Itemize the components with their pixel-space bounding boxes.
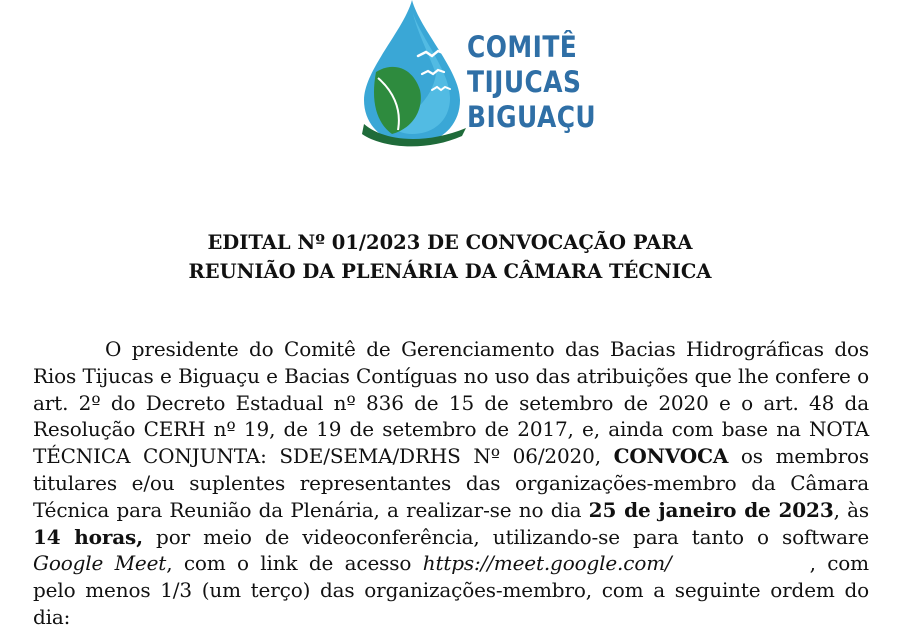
body-part-6: , com pelo menos 1/3 (um terço) das organizações-membro, com a seguinte ordem do dia: <box>33 551 869 629</box>
committee-logo <box>362 0 622 150</box>
software-name: Google Meet <box>33 551 167 576</box>
logo-line-2: TIJUCAS <box>467 65 582 99</box>
body-part-1: O presidente do Comitê de Gerenciamento das Bacias Hidrográficas dos Rios Tijucas e Biguaçu e Bacias Contíguas no uso das atribuições que lhe confere o art. 2º do Decreto Estadual nº 836 de 15 de setembro de 2020 e o art. 48 da Resolução CERH nº 19, de 19 de setembro de 2017, e, ainda com base na NOTA TÉCNICA CONJUNTA: SDE/SEMA/DRHS Nº 06/2020, <box>33 337 869 469</box>
title-line-2: REUNIÃO DA PLENÁRIA DA CÂMARA TÉCNICA <box>188 260 712 283</box>
logo-wordmark <box>467 30 596 135</box>
convocation-paragraph <box>33 336 869 631</box>
body-part-4: por meio de videoconferência, utilizando-se para tanto o software <box>142 524 870 549</box>
body-part-3: , às <box>833 497 869 522</box>
body-part-2: os membros titulares e/ou suplentes representantes das organizações-membro da Câmara Técnica para Reunião da Plenária, a realizar-se no dia <box>33 444 869 522</box>
water-drop-logo-icon <box>362 0 472 150</box>
document-title <box>0 228 900 286</box>
meeting-link[interactable]: https://meet.google.com/ <box>422 551 672 576</box>
meeting-date: 25 de janeiro de 2023 <box>588 497 834 522</box>
convoca-emphasis: CONVOCA <box>613 444 729 469</box>
logo-line-1: COMITÊ <box>467 30 578 64</box>
meeting-time: 14 horas, <box>33 524 143 549</box>
body-part-5: , com o link de acesso <box>166 551 423 576</box>
title-line-1: EDITAL Nº 01/2023 DE CONVOCAÇÃO PARA <box>207 231 693 254</box>
logo-line-3: BIGUAÇU <box>467 100 597 134</box>
